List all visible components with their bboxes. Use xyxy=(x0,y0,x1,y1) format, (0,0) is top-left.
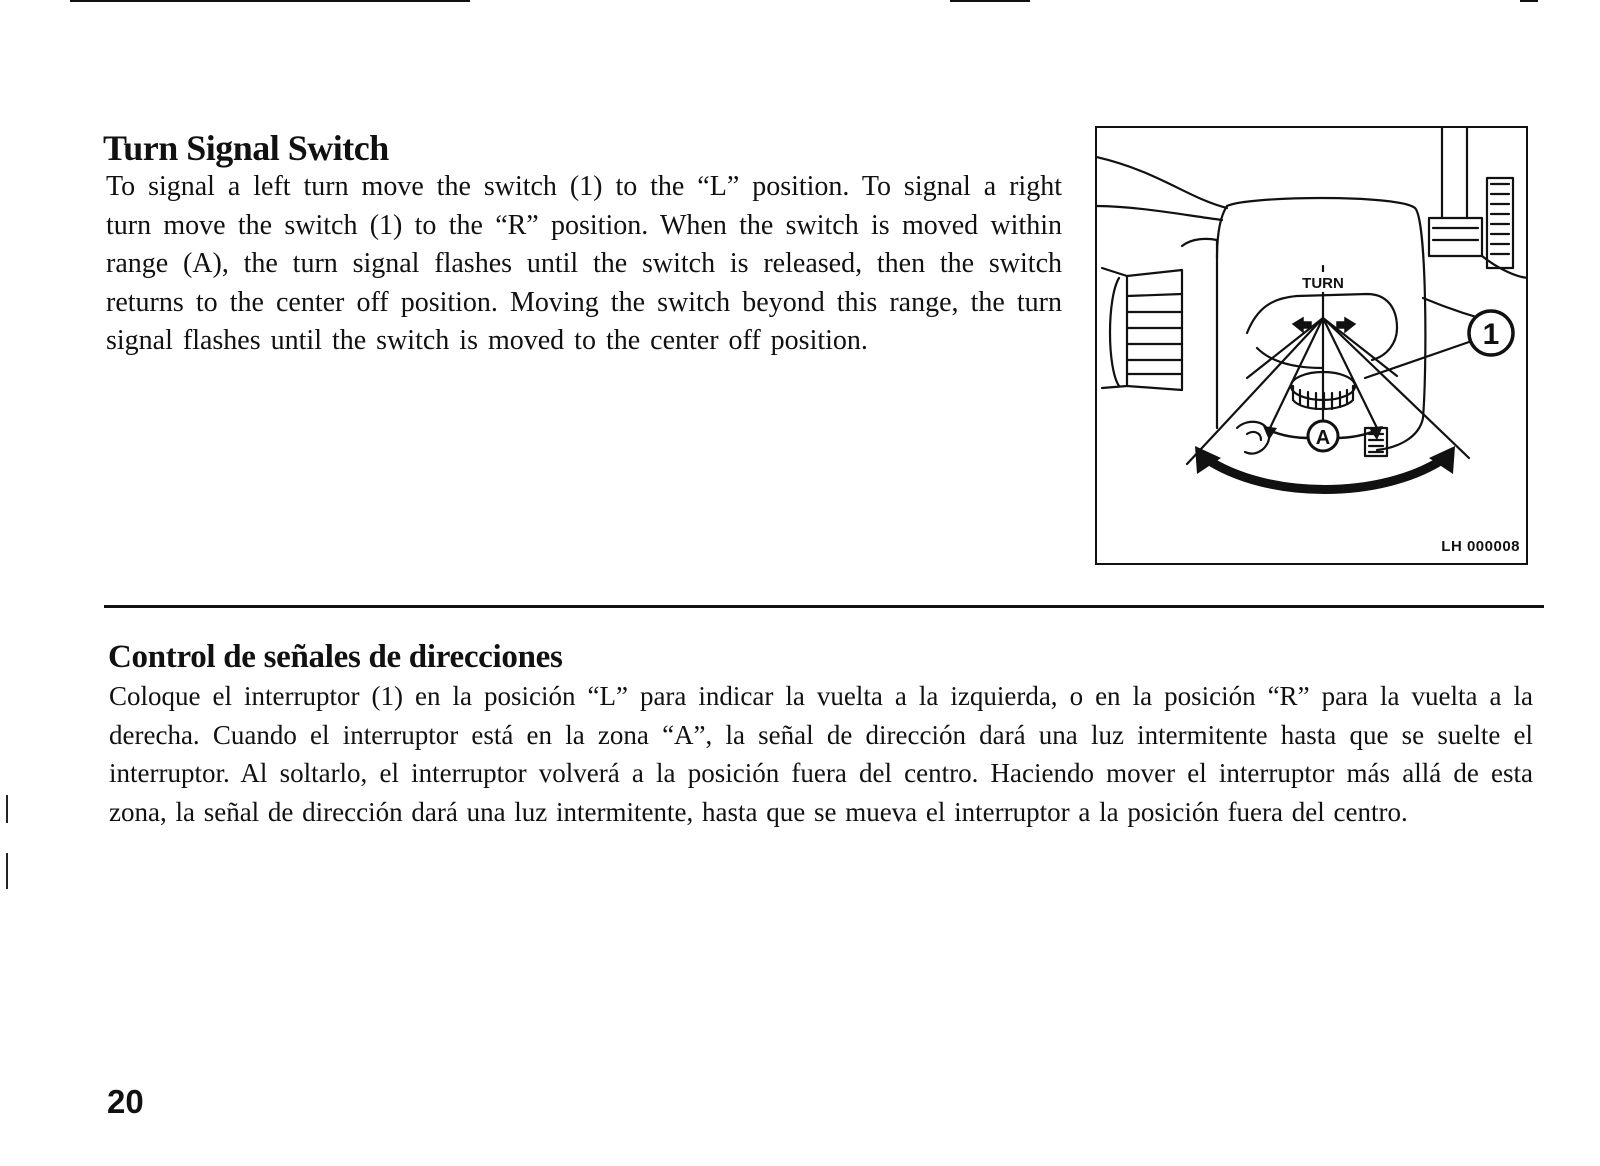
top-rule-middle xyxy=(950,0,1030,2)
switch-illustration xyxy=(1097,128,1528,565)
section-title-en: Turn Signal Switch xyxy=(103,128,389,168)
callout-1-label: 1 xyxy=(1482,318,1500,351)
turn-signal-switch-figure xyxy=(1095,126,1528,565)
turn-label: TURN xyxy=(1302,275,1344,292)
margin-tick xyxy=(6,795,8,823)
top-rule-left xyxy=(70,0,470,2)
top-rule-right xyxy=(1520,0,1538,2)
section-divider xyxy=(104,605,1544,608)
section-title-es: Control de señales de direcciones xyxy=(108,639,563,675)
margin-tick xyxy=(6,853,8,889)
section-body-en: To signal a left turn move the switch (1) to the “L” position. To signal a right turn move the switch (1) to the “R” position. When the switch is moved within range (A), the turn signal flashes until the switch is released, then the switch returns to the center off position. Moving the switch beyond this range, the turn signal flashes until the switch is moved to the center off position. xyxy=(106,171,1062,356)
callout-a-label: A xyxy=(1315,427,1331,449)
page-number: 20 xyxy=(107,1083,144,1120)
section-body-es: Coloque el interruptor (1) en la posición “L” para indicar la vuelta a la izquierda, o en la posición “R” para la vuelta a la derecha. Cuando el interruptor está en la zona “A”, la señal de dirección dará una luz intermitente hasta que se suelte el interruptor. Al soltarlo, el interruptor volverá a la posición fuera del centro. Haciendo mover el interruptor más allá de esta zona, la señal de dirección dará una luz intermitente, hasta que se mueva el interruptor a la posición fuera del centro. xyxy=(109,681,1533,827)
figure-code: LH 000008 xyxy=(1441,538,1520,555)
